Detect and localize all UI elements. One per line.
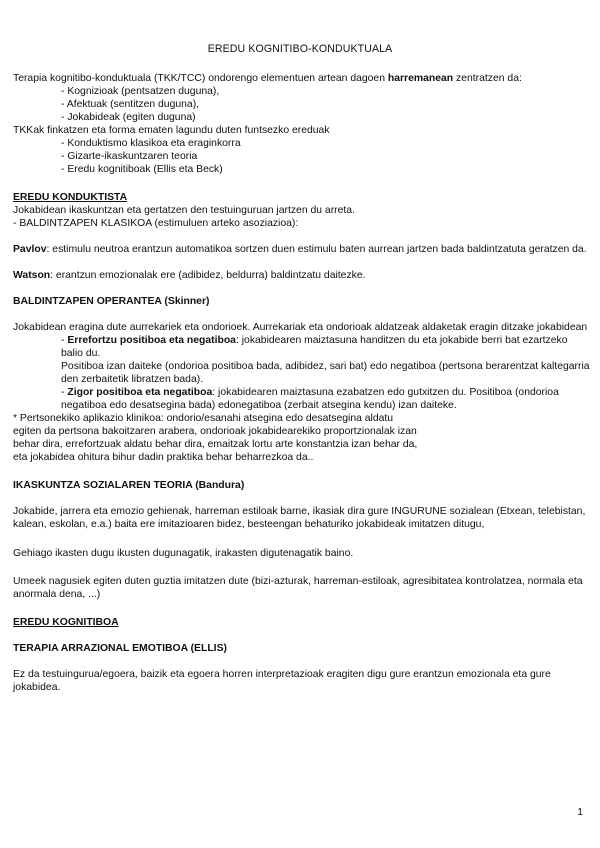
list-item: - Afektuak (sentitzen duguna), <box>61 99 200 110</box>
section-heading-konduktista: EREDU KONDUKTISTA <box>13 192 128 203</box>
intro-bold-term: harremanean <box>387 73 454 84</box>
watson-label: Watson <box>13 270 51 281</box>
kognitiboa-paragraph: Ez da testuingurua/egoera, baizik eta egoera horren interpretazioak eragiten digu gure erantzun emozionala eta gure jokabidea. <box>13 669 551 693</box>
document-body <box>13 72 591 694</box>
list-item: - Kognizioak (pentsatzen duguna), <box>61 86 220 97</box>
zigor-item: - Zigor positiboa eta negatiboa: jokabidearen maiztasuna ezabatzen edo gutxitzen du. Positiboa (ondorioa negatiboa edo desatsegina bada) edonegatiboa (zerbait atsegina kendu) izan daiteke. <box>61 387 559 411</box>
pavlov-label: Pavlov <box>13 244 47 255</box>
pavlov-text: : estimulu neutroa erantzun automatikoa sortzen duen estimulu baten aurrean jartzen bada baldintzatuta geratzen da. <box>46 244 587 255</box>
document-title: EREDU KOGNITIBO-KONDUKTUALA <box>207 43 393 55</box>
list-item: - Konduktismo klasikoa eta eraginkorra <box>61 138 241 149</box>
page-number: 1 <box>577 807 583 818</box>
pavlov-paragraph <box>13 243 591 256</box>
errefortzu-item: - Errefortzu positiboa eta negatiboa: jokabidearen maiztasuna handitzen du eta jokabide berri bat ezartzeko balio du. <box>61 335 568 359</box>
intro-text-end: zentratzen da: <box>453 73 522 84</box>
watson-paragraph <box>13 269 591 282</box>
ikaskuntza-paragraph-3: Umeek nagusiek egiten duten guztia imitatzen dute (bizi-azturak, harreman-estiloak, agresibitatea kontrolatzea, normala eta anormala dena, ...) <box>13 576 583 600</box>
intro-list <box>13 85 591 124</box>
klasikoa-line: - BALDINTZAPEN KLASIKOA (estimuluen arteko asoziazioa): <box>13 218 299 229</box>
note-line: egiten da pertsona bakoitzaren arabera, ondorioak jokabidearekiko proportzionalak izan <box>13 426 417 437</box>
intro-models-line: TKKak finkatzen eta forma ematen lagundu duten funtsezko ereduak <box>13 125 330 136</box>
list-item: - Gizarte-ikaskuntzaren teoria <box>61 151 198 162</box>
errefortzu-text: : jokabidearen maiztasuna handitzen du eta jokabide berri bat ezartzeko balio du. <box>61 335 568 359</box>
errefortzu-label: Errefortzu positiboa eta negatiboa <box>67 335 236 346</box>
list-item: - Eredu kognitiboak (Ellis eta Beck) <box>61 164 223 175</box>
section-heading-kognitiboa: EREDU KOGNITIBOA <box>13 617 119 628</box>
zigor-text: : jokabidearen maiztasuna ezabatzen edo gutxitzen du. Positiboa (ondorioa negatiboa edo desatsegina bada) edonegatiboa (zerbait atsegina kendu) izan daiteke. <box>61 387 559 411</box>
intro-text: Terapia kognitibo-konduktuala (TKK/TCC) ondorengo elementuen artean dagoen <box>13 73 388 84</box>
note-line: * Pertsonekiko aplikazio klinikoa: ondorio/esanahi atsegina edo desatsegina aldatu <box>13 413 394 424</box>
watson-text: : erantzun emozionalak ere (adibidez, beldurra) baldintzatu daitezke. <box>50 270 366 281</box>
operantea-paragraph: Jokabidean eragina dute aurrekariek eta ondorioek. Aurrekariak eta ondorioak aldatzeak aldaketak eragin ditzake jokabidean <box>13 322 588 333</box>
ikaskuntza-paragraph-2: Gehiago ikasten dugu ikusten dugunagatik, irakasten digutenagatik baino. <box>13 548 354 559</box>
models-list <box>13 137 591 176</box>
konduktista-paragraph: Jokabidean ikaskuntzan eta gertatzen den testuinguruan jartzen du arreta. <box>13 205 355 216</box>
section-heading-ikaskuntza: IKASKUNTZA SOZIALAREN TEORIA (Bandura) <box>13 480 245 491</box>
section-heading-operantea: BALDINTZAPEN OPERANTEA (Skinner) <box>13 296 210 307</box>
intro-paragraph <box>13 72 591 85</box>
note-line: behar dira, errefortzuak aldatu behar dira, emaitzak lortu arte konstantzia izan behar da, <box>13 439 418 450</box>
subheading-ellis: TERAPIA ARRAZIONAL EMOTIBOA (ELLIS) <box>13 643 227 654</box>
note-line: eta jokabidea ohitura bihur dadin praktika behar beharrezkoa da.. <box>13 452 314 463</box>
zigor-label: Zigor positiboa eta negatiboa <box>67 387 213 398</box>
list-item: - Jokabideak (egiten duguna) <box>61 112 196 123</box>
ikaskuntza-paragraph-1: Jokabide, jarrera eta emozio gehienak, harreman estiloak barne, ikasiak dira gure INGURUNE sozialean (Etxean, telebistan, kalean, eskolan, e.a.) baita ere imitazioaren bidez, besteengan behaturiko jokabideak imitatzen ditugu, <box>13 506 586 530</box>
errefortzu-extra: Positiboa izan daiteke (ondorioa positiboa bada, adibidez, sari bat) edo negatiboa (pertsona berarentzat kaltegarria den zerbaitetik libratzen bada). <box>61 361 590 385</box>
